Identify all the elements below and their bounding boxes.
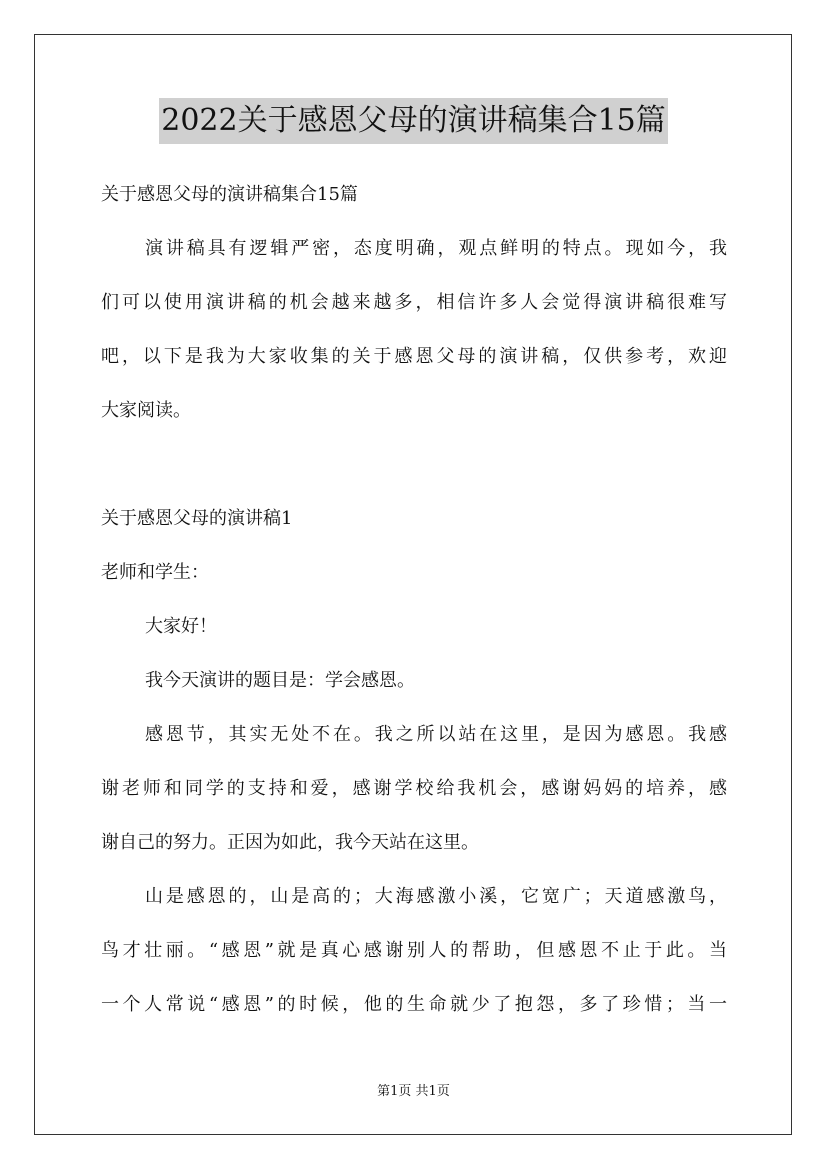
subtitle-line: 关于感恩父母的演讲稿集合15篇 [101, 184, 358, 205]
document-title: 2022关于感恩父母的演讲稿集合15篇 [159, 98, 668, 144]
paragraph1-line-2: 谢老师和同学的支持和爱，感谢学校给我机会，感谢妈妈的培养，感 [101, 778, 727, 799]
paragraph2-line-2: 鸟才壮丽。“感恩”就是真心感谢别人的帮助，但感恩不止于此。当 [101, 940, 727, 961]
salutation-line: 老师和学生： [101, 562, 209, 583]
document-body [101, 168, 727, 1032]
page-footer [0, 1082, 827, 1102]
paragraph2-line-1: 山是感恩的，山是高的；大海感激小溪，它宽广；天道感激鸟， [145, 886, 727, 907]
topic-line: 我今天演讲的题目是：学会感恩。 [145, 670, 415, 691]
intro-line-2: 们可以使用演讲稿的机会越来越多，相信许多人会觉得演讲稿很难写 [101, 292, 727, 313]
section-heading: 关于感恩父母的演讲稿1 [101, 508, 293, 529]
paragraph2-line-3: 一个人常说“感恩”的时候，他的生命就少了抱怨，多了珍惜；当一 [101, 994, 727, 1015]
intro-line-4: 大家阅读。 [101, 400, 191, 421]
intro-line-3: 吧，以下是我为大家收集的关于感恩父母的演讲稿，仅供参考，欢迎 [101, 346, 727, 367]
paragraph1-line-3: 谢自己的努力。正因为如此，我今天站在这里。 [101, 832, 479, 853]
paragraph1-line-1: 感恩节，其实无处不在。我之所以站在这里，是因为感恩。我感 [145, 724, 727, 745]
page-number: 第1页 共1页 [377, 1084, 450, 1099]
intro-line-1: 演讲稿具有逻辑严密，态度明确，观点鲜明的特点。现如今，我 [145, 238, 727, 259]
greeting-line: 大家好！ [145, 616, 217, 637]
title-wrap [0, 98, 827, 144]
blank-line [101, 438, 727, 492]
